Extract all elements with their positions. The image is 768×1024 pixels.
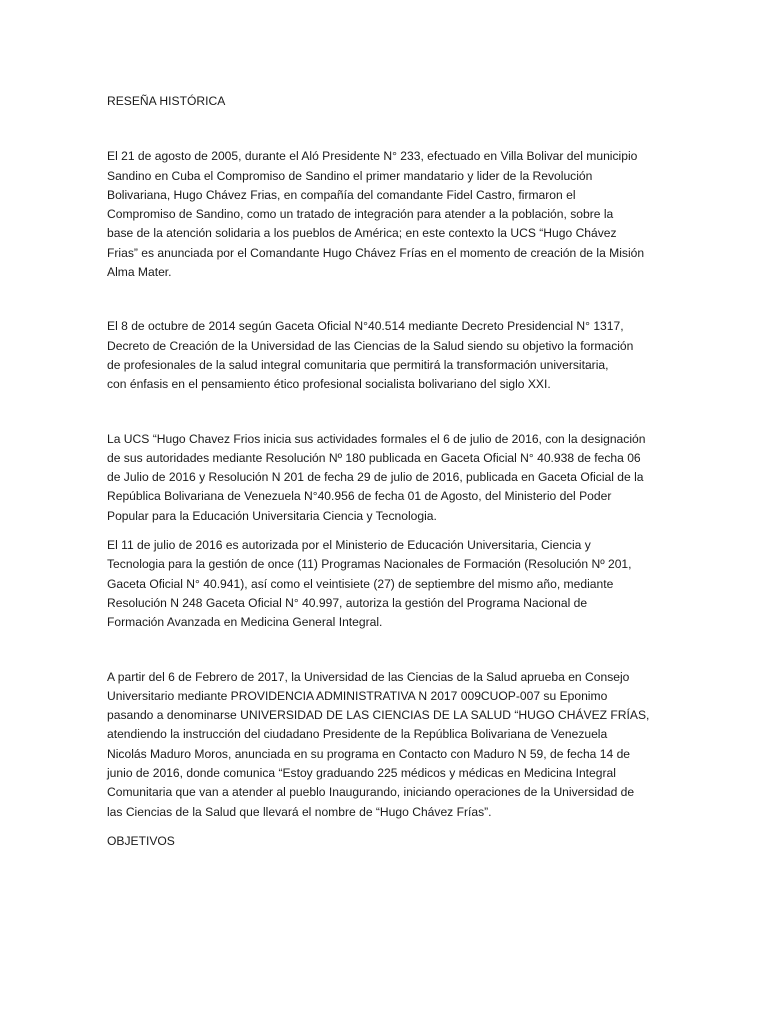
paragraph-history-2005: El 21 de agosto de 2005, durante el Aló Presidente N° 233, efectuado en Villa Bolivar del municipio Sandino en Cuba el Compromiso de Sandino el primer mandatario y lider de la Revolución Bolivariana, Hugo Chávez Frias, en compañía del comandante Fidel Castro, firmaron el Compromiso de Sandino, como un tratado de integración para atender a la población, sobre la base de la atención solidaria a los pueblos de América; en este contexto la UCS “Hugo Chávez Frias” es anunciada por el Comandante Hugo Chávez Frías en el momento de creación de la Misión Alma Mater. bbox=[107, 149, 645, 280]
document-title: RESEÑA HISTÓRICA bbox=[107, 94, 226, 108]
paragraph-creation-decree-2014: El 8 de octubre de 2014 según Gaceta Oficial N°40.514 mediante Decreto Presidencial N° 1317, Decreto de Creación de la Universidad de las Ciencias de la Salud siendo su objetivo la formación de profesionales de la salud integral comunitaria que permitirá la transformación universitaria, con énfasis en el pensamiento ético profesional socialista bolivariano del siglo XXI. bbox=[107, 319, 634, 392]
paragraph-authorization-programs: El 11 de julio de 2016 es autorizada por el Ministerio de Educación Universitaria, Ciencia y Tecnologia para la gestión de once (11) Programas Nacionales de Formación (Resolución Nº 201, Gaceta Oficial N° 40.941), así como el veintisiete (27) de septiembre del mismo año, mediante Resolución N 248 Gaceta Oficial N° 40.997, autoriza la gestión del Programa Nacional de Formación Avanzada en Medicina General Integral. bbox=[107, 538, 632, 630]
paragraph-eponym-2017: A partir del 6 de Febrero de 2017, la Universidad de las Ciencias de la Salud aprueba en Consejo Universitario mediante PROVIDENCIA ADMINISTRATIVA N 2017 009CUOP-007 su Eponimo pasando a denominarse UNIVERSIDAD DE LAS CIENCIAS DE LA SALUD “HUGO CHÁVEZ FRÍAS, atendiendo la instrucción del ciudadano Presidente de la República Bolivariana de Venezuela Nicolás Maduro Moros, anunciada en su programa en Contacto con Maduro N 59, de fecha 14 de junio de 2016, donde comunica “Estoy graduando 225 médicos y médicas en Medicina Integral Comunitaria que van a atender al pueblo Inaugurando, iniciando operaciones de la Universidad de las Ciencias de la Salud que llevará el nombre de “Hugo Chávez Frías”. bbox=[107, 669, 650, 819]
document-body bbox=[107, 92, 663, 851]
section-heading-objectives: OBJETIVOS bbox=[107, 833, 175, 848]
paragraph-start-activities-2016: La UCS “Hugo Chavez Frios inicia sus actividades formales el 6 de julio de 2016, con la designación de sus autoridades mediante Resolución Nº 180 publicada en Gaceta Oficial N° 40.938 de fecha 06 de Julio de 2016 y Resolución N 201 de fecha 29 de julio de 2016, publicada en Gaceta Oficial de la República Bolivariana de Venezuela N°40.956 de fecha 01 de Agosto, del Ministerio del Poder Popular para la Educación Universitaria Ciencia y Tecnologia. bbox=[107, 431, 646, 523]
